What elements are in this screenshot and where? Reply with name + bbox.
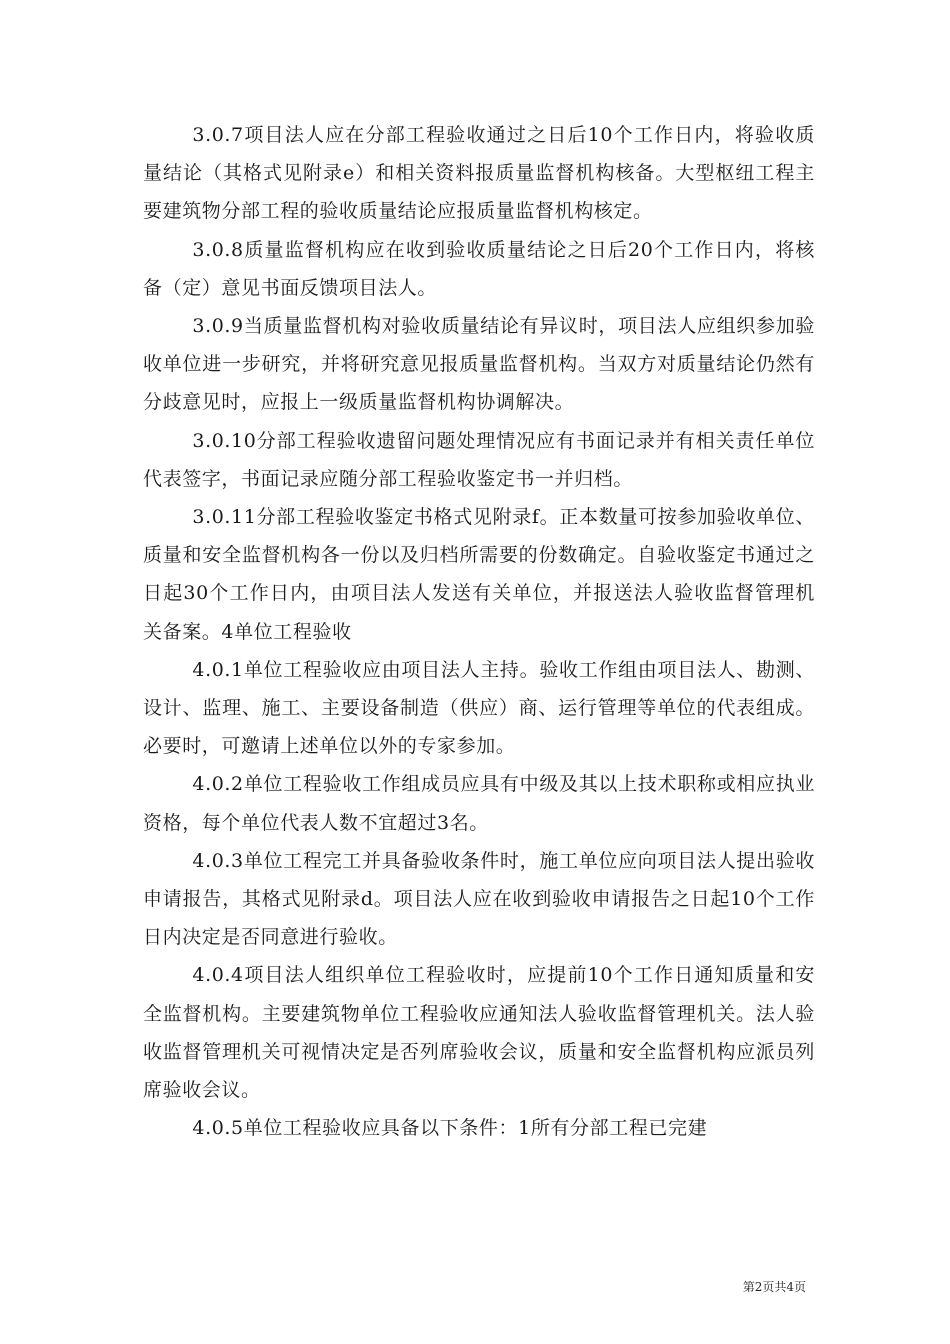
paragraph-4-0-4: 4.0.4项目法人组织单位工程验收时，应提前10个工作日通知质量和安全监督机构。主要建筑物单位工程验收应通知法人验收监督管理机关。法人验收监督管理机关可视情决定是否列席验收会议，质量和安全监督机构应派员列席验收会议。 <box>143 964 815 1102</box>
paragraph-4-0-2: 4.0.2单位工程验收工作组成员应具有中级及其以上技术职称或相应执业资格，每个单位代表人数不宜超过3名。 <box>143 773 815 834</box>
paragraph-3-0-9: 3.0.9当质量监督机构对验收质量结论有异议时，项目法人应组织参加验收单位进一步研究，并将研究意见报质量监督机构。当双方对质量结论仍然有分歧意见时，应报上一级质量监督机构协调解决。 <box>143 315 815 414</box>
paragraph-4-0-3: 4.0.3单位工程完工并具备验收条件时，施工单位应向项目法人提出验收申请报告，其格式见附录d。项目法人应在收到验收申请报告之日起10个工作日内决定是否同意进行验收。 <box>143 849 815 949</box>
page-number: 第2页共4页 <box>742 1280 806 1294</box>
paragraph-3-0-8: 3.0.8质量监督机构应在收到验收质量结论之日后20个工作日内，将核备（定）意见书面反馈项目法人。 <box>143 238 815 299</box>
paragraph-3-0-10: 3.0.10分部工程验收遗留问题处理情况应有书面记录并有相关责任单位代表签字，书面记录应随分部工程验收鉴定书一并归档。 <box>143 429 815 490</box>
body-text <box>143 116 815 1147</box>
paragraph-4-0-5: 4.0.5单位工程验收应具备以下条件：1所有分部工程已完建 <box>192 1117 708 1140</box>
paragraph-3-0-11: 3.0.11分部工程验收鉴定书格式见附录f。正本数量可按参加验收单位、质量和安全监督机构各一份以及归档所需要的份数确定。自验收鉴定书通过之日起30个工作日内，由项目法人发送有关单位，并报送法人验收监督管理机关备案。4单位工程验收 <box>143 506 815 643</box>
paragraph-3-0-7: 3.0.7项目法人应在分部工程验收通过之日后10个工作日内，将验收质量结论（其格式见附录e）和相关资料报质量监督机构核备。大型枢纽工程主要建筑物分部工程的验收质量结论应报质量监督机构核定。 <box>143 124 815 223</box>
paragraph-4-0-1: 4.0.1单位工程验收应由项目法人主持。验收工作组由项目法人、勘测、设计、监理、施工、主要设备制造（供应）商、运行管理等单位的代表组成。必要时，可邀请上述单位以外的专家参加。 <box>143 658 815 758</box>
